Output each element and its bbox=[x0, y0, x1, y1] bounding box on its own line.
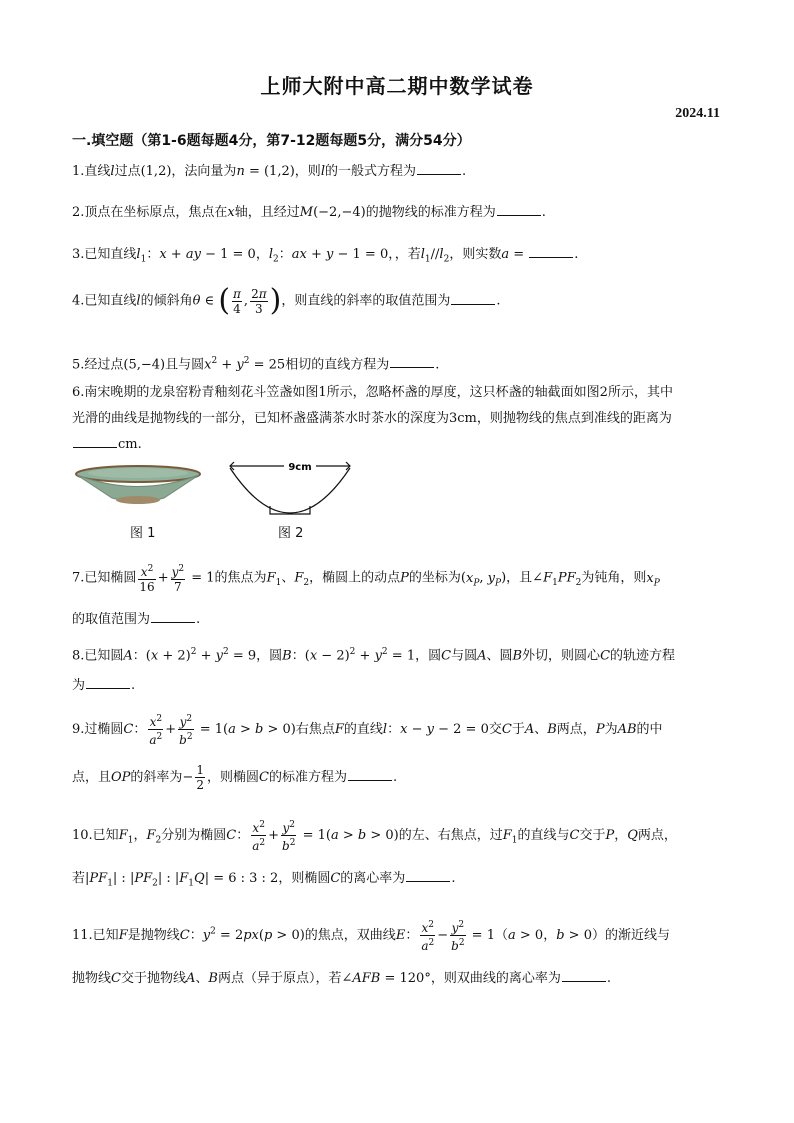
answer-blank[interactable] bbox=[151, 610, 195, 623]
question-11: 11.已知F是抛物线C：$y^2 = 2px(p > 0)$的焦点，双曲线E： $\frac{x^2}{a^2}$ − $\frac{y^2}{b^2}$ = 1（a > 0，b > 0）的渐近线与 抛物线C交于抛物线A、B两点（异于原点），若∠AFB = 120°，则双曲线的离心率为 . bbox=[72, 920, 670, 986]
question-1: 1.直线l过点(1,2)，法向量为n = (1,2)，则l的一般式方程为 . bbox=[72, 164, 467, 179]
answer-blank[interactable] bbox=[529, 245, 573, 258]
answer-blank[interactable] bbox=[73, 435, 117, 448]
figure-1-caption: 图 1 bbox=[130, 526, 156, 541]
figure-row bbox=[72, 458, 372, 542]
bowl-photo bbox=[76, 466, 200, 504]
page-title: 上师大附中高二期中数学试卷 bbox=[260, 74, 534, 98]
answer-blank[interactable] bbox=[417, 162, 461, 175]
question-8: 8.已知圆A：$(x + 2)^2 + y^2 = 9$，圆B：$(x - 2)^2 + y^2 = 1$，圆C与圆A、圆B外切，则圆心C的轨迹方程 为 . bbox=[72, 647, 676, 694]
question-3: 3.已知直线$l_1$：x + ay − 1 = 0，$l_2$：ax + y − 1 = 0，，若$l_1//l_2$，则实数a = . bbox=[72, 247, 579, 265]
question-5: 5.经过点(5,−4)且与圆$x^2 + y^2 = 25$相切的直线方程为 . bbox=[72, 356, 440, 373]
exam-date: 2024.11 bbox=[675, 106, 720, 121]
question-4: 4.已知直线l的倾斜角θ ∈ ( $\frac{\pi}{4}$ , $\frac{2\pi}{3}$ )，则直线的斜率的取值范围为 . bbox=[72, 283, 501, 318]
answer-blank[interactable] bbox=[497, 203, 541, 216]
width-label: 9cm bbox=[288, 462, 312, 473]
answer-blank[interactable] bbox=[451, 292, 495, 305]
bowl-figures bbox=[72, 458, 372, 522]
question-9: 9.过椭圆C： $\frac{x^2}{a^2}$ + $\frac{y^2}{b^2}$ = 1(a > b > 0)右焦点F的直线l：x − y − 2 = 0交C于A、B两点，P为AB的中 点，且OP的斜率为− $\frac{1}{2}$ ，则椭圆C的标准方程为 . bbox=[72, 714, 663, 792]
answer-blank[interactable] bbox=[562, 969, 606, 982]
question-10: 10.已知$F_1$，$F_2$分别为椭圆C： $\frac{x^2}{a^2}$ + $\frac{y^2}{b^2}$ = 1(a > b > 0)的左、右焦点，过$F_1$的直线与C交于P，Q两点， 若$|PF_1|$ : $|PF_2|$ : $|F_1Q| = 6$ : 3 : 2，则椭圆C的离心率为 . bbox=[72, 820, 677, 889]
answer-blank[interactable] bbox=[390, 355, 434, 368]
figure-2-caption: 图 2 bbox=[278, 526, 304, 541]
answer-blank[interactable] bbox=[406, 869, 450, 882]
question-7: 7.已知椭圆 $\frac{x^2}{16}$ + $\frac{y^2}{7}$ = 1的焦点为$F_1$、$F_2$，椭圆上的动点P的坐标为($x_P$, $y_P$)，且$\angle F_1PF_2$为钝角，则$x_P$ 的取值范围为 . bbox=[72, 564, 660, 627]
question-2: 2.顶点在坐标原点，焦点在x轴，且经过M(−2,−4)的抛物线的标准方程为 . bbox=[72, 205, 546, 220]
answer-blank[interactable] bbox=[86, 676, 130, 689]
answer-blank[interactable] bbox=[348, 768, 392, 781]
question-6: 6.南宋晚期的龙泉窑粉青釉刻花斗笠盏如图1所示，忽略杯盏的厚度，这只杯盏的轴截面如图2所示，其中 光滑的曲线是抛物线的一部分，已知杯盏盛满茶水时茶水的深度为3cm，则抛物线的焦点到准线的距离为 cm. bbox=[72, 385, 673, 452]
section-heading: 一.填空题（第1-6题每题4分，第7-12题每题5分，满分54分） bbox=[72, 133, 471, 149]
